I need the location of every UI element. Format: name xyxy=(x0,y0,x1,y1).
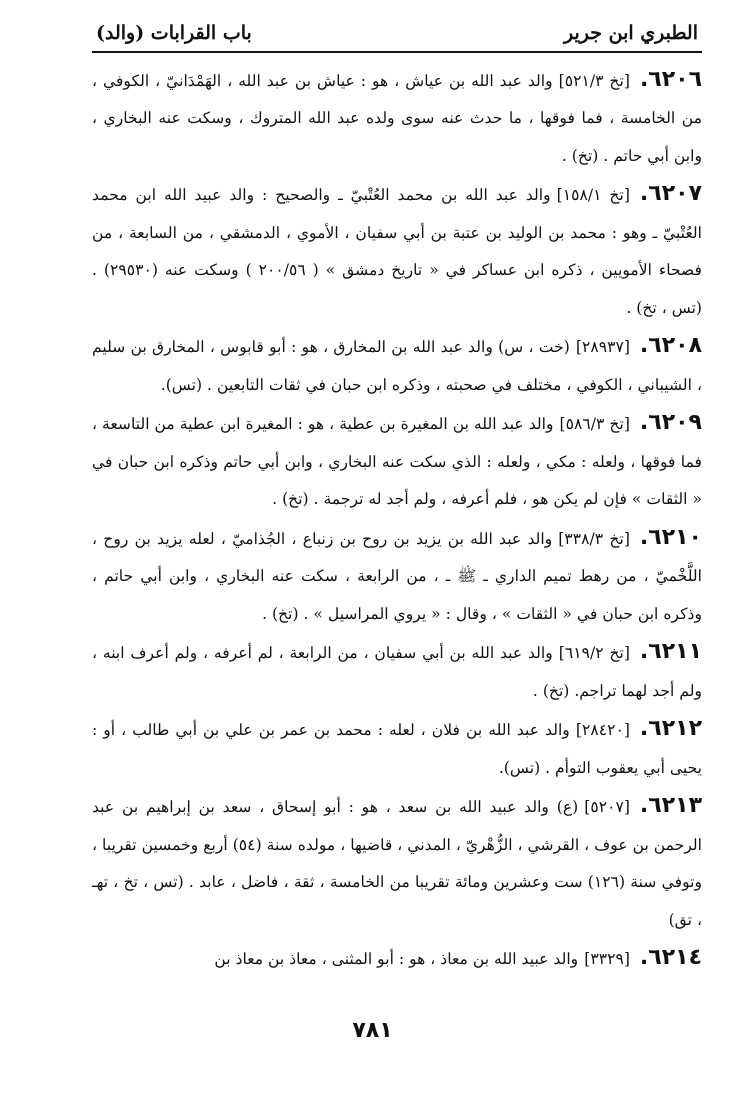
entry-text: والد عبيد الله بن معاذ ، هو : أبو المثنى ، معاذ بن معاذ بن xyxy=(214,950,579,969)
entry-reference: [٢٨٤٢٠] xyxy=(575,721,630,740)
entry-number: ٦٢١١. xyxy=(639,639,702,665)
entry-6213 xyxy=(92,787,702,939)
entry-number: ٦٢١٢. xyxy=(639,716,702,742)
entry-6210 xyxy=(92,519,702,634)
header-chapter-title: باب القرابات (والد) xyxy=(96,22,252,44)
entry-reference: [تخ ٣٣٨/٣] xyxy=(558,529,630,548)
entry-text: (خت ، س) والد عبد الله بن المخارق ، هو : أبو قابوس ، المخارق بن سليم ، الشيباني ، الكوفي ، مختلف في صحبته ، وذكره ابن حبان في ثقات التابعين . (تس). xyxy=(92,338,702,394)
entry-6206 xyxy=(92,61,702,176)
entry-number: ٦٢٠٩. xyxy=(639,410,702,436)
entry-reference: [٢٨٩٣٧] xyxy=(575,338,630,357)
entry-number: ٦٢٠٧. xyxy=(639,181,702,207)
entry-reference: [٣٣٢٩] xyxy=(584,950,630,969)
entry-number: ٦٢١٤. xyxy=(639,945,702,971)
entry-6214 xyxy=(92,939,702,979)
entry-reference: [تخ ٥٢١/٣] xyxy=(558,71,630,90)
entry-number: ٦٢٠٨. xyxy=(639,333,702,359)
entries-list xyxy=(92,61,702,979)
entry-text: والد عبد الله بن فلان ، لعله : محمد بن عمر بن علي بن أبي طالب ، أو : يحيى أبي يعقوب التوأم . (تس). xyxy=(92,721,702,777)
entry-reference: [تخ ٦١٩/٢] xyxy=(558,644,630,663)
entry-text: والد عبد الله بن المغيرة بن عطية ، هو : المغيرة ابن عطية من التاسعة ، فما فوقها ، ولعله : مكي ، ولعله : الذي سكت عنه البخاري ، وابن أبي حاتم وذكره ابن حبان في « الثقات » فإن لم يكن هو ، فلم أعرفه ، ولم أجد له ترجمة . (تخ) . xyxy=(92,415,702,509)
entry-reference: [٥٢٠٧] xyxy=(584,798,630,817)
entry-6211 xyxy=(92,633,702,710)
running-header xyxy=(92,22,702,53)
page xyxy=(92,22,702,979)
entry-text: والد عبد الله بن محمد العُتْبيّ ـ والصحيح : والد عبيد الله ابن محمد العُتْبيّ ـ وهو : محمد بن الوليد بن عتبة بن أبي سفيان ، الأموي ، الدمشقي ، من السابعة ، من فصحاء الأمويين ، ذكره ابن عساكر في « تاريخ دمشق » ( ٢٠٠/٥٦ ) وسكت عنه (٢٩٥٣٠) . (تس ، تخ) . xyxy=(92,186,702,317)
entry-text: والد عبد الله بن يزيد بن روح بن زنباع ، الجُذاميّ ، لعله يزيد بن روح ، اللَّخْميّ ، من رهط تميم الداري ـ ﷺ ـ ، من الرابعة ، سكت عنه البخاري ، وابن أبي حاتم ، وذكره ابن حبان في « الثقات » ، وقال : « يروي المراسيل » . (تخ) . xyxy=(92,529,702,623)
entry-6212 xyxy=(92,710,702,787)
entry-reference: [تخ ١٥٨/١] xyxy=(556,186,630,205)
entry-number: ٦٢١٠. xyxy=(639,524,702,550)
entry-reference: [تخ ٥٨٦/٣] xyxy=(559,415,630,434)
header-book-title: الطبري ابن جرير xyxy=(563,22,698,44)
entry-6207 xyxy=(92,175,702,327)
entry-number: ٦٢٠٦. xyxy=(639,66,703,92)
entry-number: ٦٢١٣. xyxy=(639,793,702,819)
entry-text: والد عبد الله بن عياش ، هو : عياش بن عبد الله ، الهَمْدَانيّ ، الكوفي ، من الخامسة ، فما فوقها ، ما حدث عنه سوى ولده عبد الله المتروك ، وسكت عنه البخاري ، وابن أبي حاتم . (تخ) . xyxy=(92,71,702,165)
entry-6209 xyxy=(92,404,702,519)
entry-6208 xyxy=(92,327,702,404)
page-number: ٧٨١ xyxy=(352,1018,393,1043)
entry-text: (ع) والد عبيد الله بن سعد ، هو : أبو إسحاق ، سعد بن إبراهيم بن عبد الرحمن بن عوف ، القرشي ، الزُّهْريّ ، المدني ، قاضيها ، مولده سنة (٥٤) أربع وخمسين تقريبا ، وتوفي سنة (١٢٦) ست وعشرين ومائة تقريبا من الخامسة ، ثقة ، فاضل ، عابد . (تس ، تخ ، تهـ ، تق) xyxy=(92,798,703,929)
entry-text: والد عبد الله بن أبي سفيان ، من الرابعة ، لم أعرفه ، ولم أعرف ابنه ، ولم أجد لهما تراجم. (تخ) . xyxy=(92,644,702,700)
